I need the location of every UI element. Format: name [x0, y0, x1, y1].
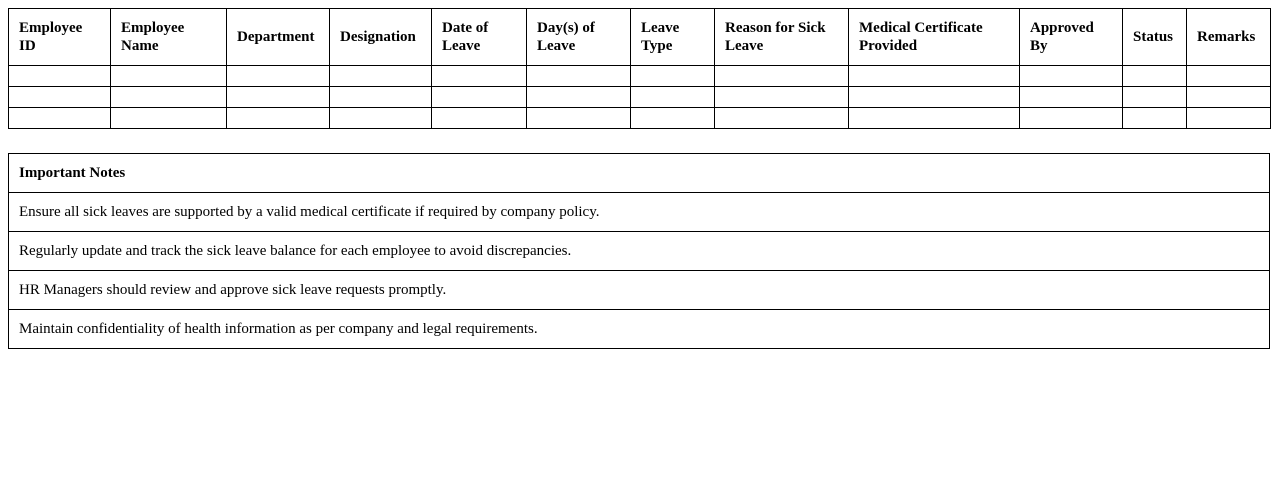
table-cell [227, 87, 330, 108]
table-cell [111, 87, 227, 108]
table-cell [227, 66, 330, 87]
table-cell [1123, 87, 1187, 108]
table-cell [432, 87, 527, 108]
header-days-of-leave: Day(s) of Leave [527, 9, 631, 66]
header-department: Department [227, 9, 330, 66]
table-header-row [9, 9, 1271, 66]
header-status: Status [1123, 9, 1187, 66]
note-item: HR Managers should review and approve sick leave requests promptly. [9, 271, 1270, 310]
note-row [9, 193, 1270, 232]
table-cell [9, 87, 111, 108]
header-employee-name: Employee Name [111, 9, 227, 66]
table-cell [432, 108, 527, 129]
table-cell [330, 108, 432, 129]
table-cell [631, 108, 715, 129]
table-cell [715, 66, 849, 87]
note-row [9, 271, 1270, 310]
table-cell [715, 108, 849, 129]
table-cell [527, 87, 631, 108]
header-employee-id: Employee ID [9, 9, 111, 66]
table-cell [849, 87, 1020, 108]
header-designation: Designation [330, 9, 432, 66]
table-cell [527, 108, 631, 129]
table-cell [9, 108, 111, 129]
table-cell [1020, 66, 1123, 87]
table-row [9, 66, 1271, 87]
table-cell [9, 66, 111, 87]
note-item: Regularly update and track the sick leave balance for each employee to avoid discrepancies. [9, 232, 1270, 271]
note-item: Maintain confidentiality of health information as per company and legal requirements. [9, 310, 1270, 349]
table-cell [1187, 87, 1271, 108]
header-leave-type: Leave Type [631, 9, 715, 66]
important-notes-table [8, 153, 1270, 349]
table-cell [1020, 87, 1123, 108]
note-row [9, 310, 1270, 349]
notes-title: Important Notes [9, 154, 1270, 193]
table-cell [330, 87, 432, 108]
table-cell [631, 66, 715, 87]
header-approved-by: Approved By [1020, 9, 1123, 66]
table-cell [1187, 108, 1271, 129]
table-cell [111, 108, 227, 129]
table-cell [715, 87, 849, 108]
table-cell [1187, 66, 1271, 87]
table-cell [631, 87, 715, 108]
table-row [9, 87, 1271, 108]
sick-leave-table [8, 8, 1271, 129]
header-reason: Reason for Sick Leave [715, 9, 849, 66]
header-date-of-leave: Date of Leave [432, 9, 527, 66]
table-cell [849, 108, 1020, 129]
table-cell [849, 66, 1020, 87]
table-cell [330, 66, 432, 87]
table-cell [227, 108, 330, 129]
header-medical-certificate: Medical Certificate Provided [849, 9, 1020, 66]
note-row [9, 232, 1270, 271]
notes-title-row [9, 154, 1270, 193]
table-cell [1123, 66, 1187, 87]
table-cell [1123, 108, 1187, 129]
table-cell [111, 66, 227, 87]
table-cell [527, 66, 631, 87]
table-cell [1020, 108, 1123, 129]
table-row [9, 108, 1271, 129]
header-remarks: Remarks [1187, 9, 1271, 66]
table-cell [432, 66, 527, 87]
note-item: Ensure all sick leaves are supported by a valid medical certificate if required by company policy. [9, 193, 1270, 232]
